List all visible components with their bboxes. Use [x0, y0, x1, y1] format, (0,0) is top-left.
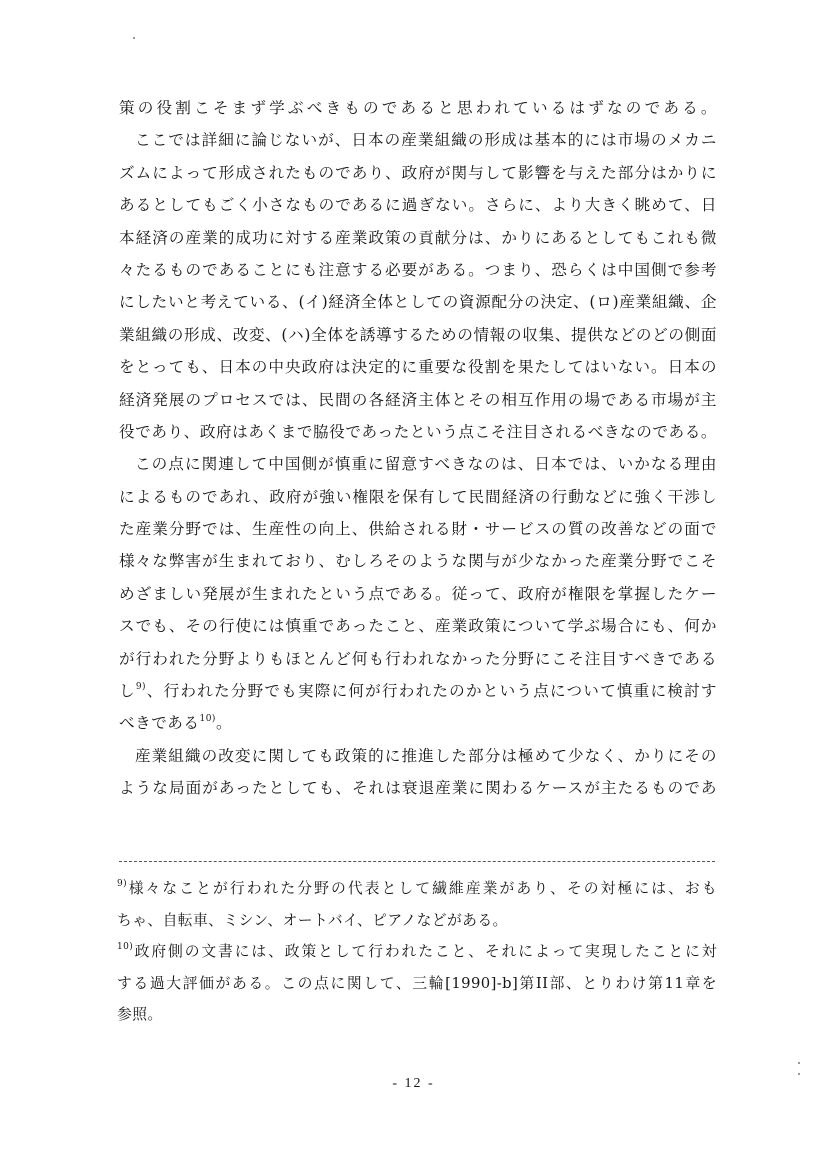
footnote-10-line: する過大評価がある。この点に関して、三輪[1990]-b]第II部、とりわけ第11章を — [117, 974, 717, 992]
footnote-9-text: 様々なことが行われた分野の代表として繊維産業があり、その対極には、おも — [127, 880, 717, 897]
body-line-part: し — [119, 682, 136, 701]
body-line: が行われた分野よりもほとんど何も行われなかった分野にこそ注目すべきである — [119, 649, 717, 668]
body-line: この点に関連して中国側が慎重に留意すべきなのは、日本では、いかなる理由 — [135, 455, 717, 474]
body-line: 業組織の形成、改変、(ハ)全体を誘導するための情報の収集、提供などのどの側面 — [119, 325, 717, 344]
body-line: 様々な弊害が生まれており、むしろそのような関与が少なかった産業分野でこそ — [119, 552, 717, 571]
body-line: 役であり、政府はあくまで脇役であったという点こそ注目されるべきなのである。 — [119, 422, 717, 441]
body-line: あるとしてもごく小さなものであるに過ぎない。さらに、より大きく眺めて、日 — [119, 196, 717, 215]
body-line: 々たるものであることにも注意する必要がある。つまり、恐らくは中国側で参考 — [119, 260, 717, 279]
scan-speck — [133, 37, 135, 39]
body-line — [119, 675, 717, 707]
body-text — [119, 92, 717, 805]
body-line: めざましい発展が生まれたという点である。従って、政府が権限を掌握したケー — [119, 584, 717, 603]
footnote-10-line — [117, 936, 717, 968]
footnote-ref-9: 9) — [135, 682, 147, 693]
body-line: ここでは詳細に論じないが、日本の産業組織の形成は基本的には市場のメカニ — [135, 131, 717, 150]
body-line: 経済発展のプロセスでは、民間の各経済主体とその相互作用の場である市場が主 — [119, 390, 717, 409]
footnote-ref-10: 10) — [199, 714, 216, 725]
body-line — [119, 707, 717, 739]
body-line-part: 、行われた分野でも実際に何が行われたのかという点について慎重に検討す — [146, 682, 717, 701]
body-line-part: べきである — [119, 714, 200, 733]
scan-speck — [798, 1073, 800, 1075]
body-line: 策の役割こそまず学ぶべきものであると思われているはずなのである。 — [119, 99, 717, 117]
body-line: スでも、その行使には慎重であったこと、産業政策について学ぶ場合にも、何か — [119, 617, 717, 636]
footnote-separator — [119, 861, 715, 862]
scan-speck — [798, 1062, 800, 1064]
body-line: によるものであれ、政府が強い権限を保有して民間経済の行動などに強く干渉し — [119, 487, 717, 506]
footnote-10-text: 政府側の文書には、政策として行われたこと、それによって実現したことに対 — [133, 943, 717, 960]
footnotes — [117, 873, 717, 1031]
footnote-10-mark: 10) — [117, 942, 134, 952]
footnote-9-mark: 9) — [117, 879, 128, 889]
body-line: 本経済の産業的成功に対する産業政策の貢献分は、かりにあるとしてもこれも微 — [119, 228, 717, 247]
page-number: - 12 - — [392, 1076, 435, 1091]
body-line: た産業分野では、生産性の向上、供給される財・サービスの質の改善などの面で — [119, 520, 717, 539]
footnote-9-line — [117, 873, 717, 905]
body-line-part: 。 — [215, 714, 233, 733]
footnote-9-line: ちゃ、自転車、ミシン、オートバイ、ピアノなどがある。 — [117, 911, 508, 929]
body-line: をとっても、日本の中央政府は決定的に重要な役割を果たしてはいない。日本の — [119, 358, 717, 377]
body-line: ズムによって形成されたものであり、政府が関与して影響を与えた部分はかりに — [119, 163, 717, 182]
body-line: 産業組織の改変に関しても政策的に推進した部分は極めて少なく、かりにその — [135, 746, 717, 765]
body-line: ような局面があったとしても、それは衰退産業に関わるケースが主たるものであ — [119, 779, 717, 798]
footnote-10-line: 参照。 — [117, 1006, 163, 1023]
body-line: にしたいと考えている、(イ)経済全体としての資源配分の決定、(ロ)産業組織、企 — [119, 293, 717, 312]
